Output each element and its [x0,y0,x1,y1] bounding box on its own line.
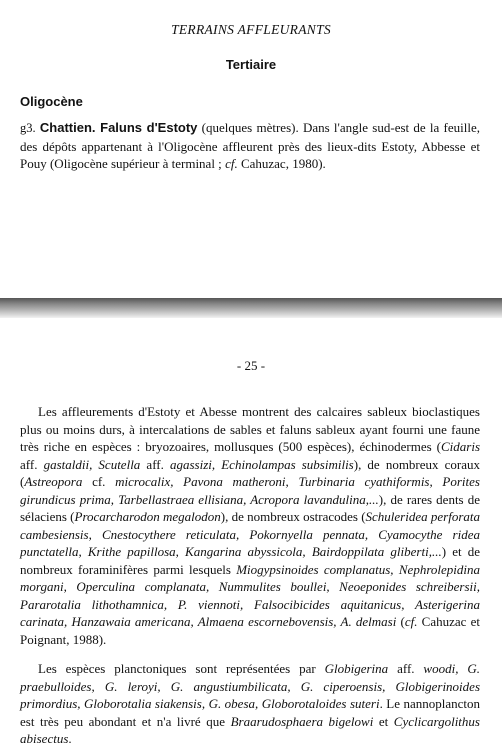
text-run: aff. [140,456,170,472]
text-run: ), de nombreux coraux ( [20,456,481,489]
unit-reference: Cahuzac, 1980). [240,156,326,171]
text-run: ), de rares dents de sélaciens ( [20,491,480,524]
subsection-heading: Oligocène [20,94,83,109]
taxon-name: gastaldii, Scutella [43,456,141,472]
taxon-name: agassizi, Echinolampas subsimilis [169,456,354,472]
unit-title: Chattien. Faluns d'Estoty [39,120,198,135]
text-run: aff. [20,456,44,472]
text-run: . Le nannoplancton est très peu abondant et n'a livré que [20,696,480,729]
taxon-name: cf. [404,614,418,629]
taxon-name: Procarcharodon megalodon [74,509,221,524]
paragraph-plankton [20,660,480,748]
stratigraphic-entry [20,119,480,173]
page-number: - 25 - [236,358,266,373]
text-run: et [373,713,394,729]
page-separator [0,298,502,318]
taxon-name: Cidaris [440,439,480,454]
taxon-name: Schuleridea perforata cambesiensis, Cnestocythere reticulata, Pokornyella pennata, Cyamocythe ridea punctatella, Krithe papillosa, Kangarina abyssicola, Bairdoppilata gliberti,... [20,509,480,559]
running-head: TERRAINS AFFLEURANTS [171,22,331,37]
section-title: Tertiaire [225,57,277,72]
text-run: ( [396,614,405,629]
taxon-name: Miogypsinoides complanatus, Nephrolepidina morgani, Operculina complanata, Nummulites boullei, Neoeponides schreibersii, Pararotalia lithothamnica, P. viennoti, Falsocibicides aquitanicus, Asterigerina carinata, Hanzawaia americana, Almaena escornebovensis, A. delmasi [20,561,480,629]
cf-abbrev: cf. [225,156,238,171]
upper-page [0,0,502,298]
text-run: Les affleurements d'Estoty et Abesse montrent des calcaires sableux bioclastiques plus ou moins durs, à intercalations de sables et faluns sableux ayant fourni une faune très riche en espèces : bryozoaires, mollusques (500 espèces), échinodermes ( [20,404,480,454]
taxon-name: Cyclicargolithus abisectus [20,713,480,746]
paragraph-fauna [20,403,480,648]
text-run: Les espèces planctoniques sont représentées par [38,661,325,676]
taxon-name: Braarudosphaera bigelowi [230,713,374,729]
text-run: Cahuzac et Poignant, 1988). [20,614,480,647]
taxon-name: Globigerina [324,661,389,676]
text-run: ) et de nombreux foraminifères parmi lesquels [20,544,480,577]
text-run: . [68,731,72,746]
text-run: cf. [82,474,116,489]
text-run: ), de nombreux ostracodes ( [220,509,366,524]
taxon-name: Astreopora [24,474,83,489]
taxon-name: woodi, G. praebulloides, G. leroyi, G. angustiumbilicata, G. ciperoensis, Globigerinoides primordius, Globorotalia siakensis, G. obesa, Globorotaloides suteri [20,661,480,711]
text-run: aff. [388,661,424,676]
unit-code: g3. [20,121,36,135]
taxon-name: microcalix, Pavona matheroni, Turbinaria cyathiformis, Porites girundicus prima, Tarbellastraea ellisiana, Acropora lavandulina,... [20,474,480,507]
unit-description: (quelques mètres). Dans l'angle sud-est de la feuille, des dépôts appartenant à l'Oligocène affleurent près des lieux-dits Estoty, Abbesse et Pouy (Oligocène supérieur à terminal ; [20,120,481,171]
